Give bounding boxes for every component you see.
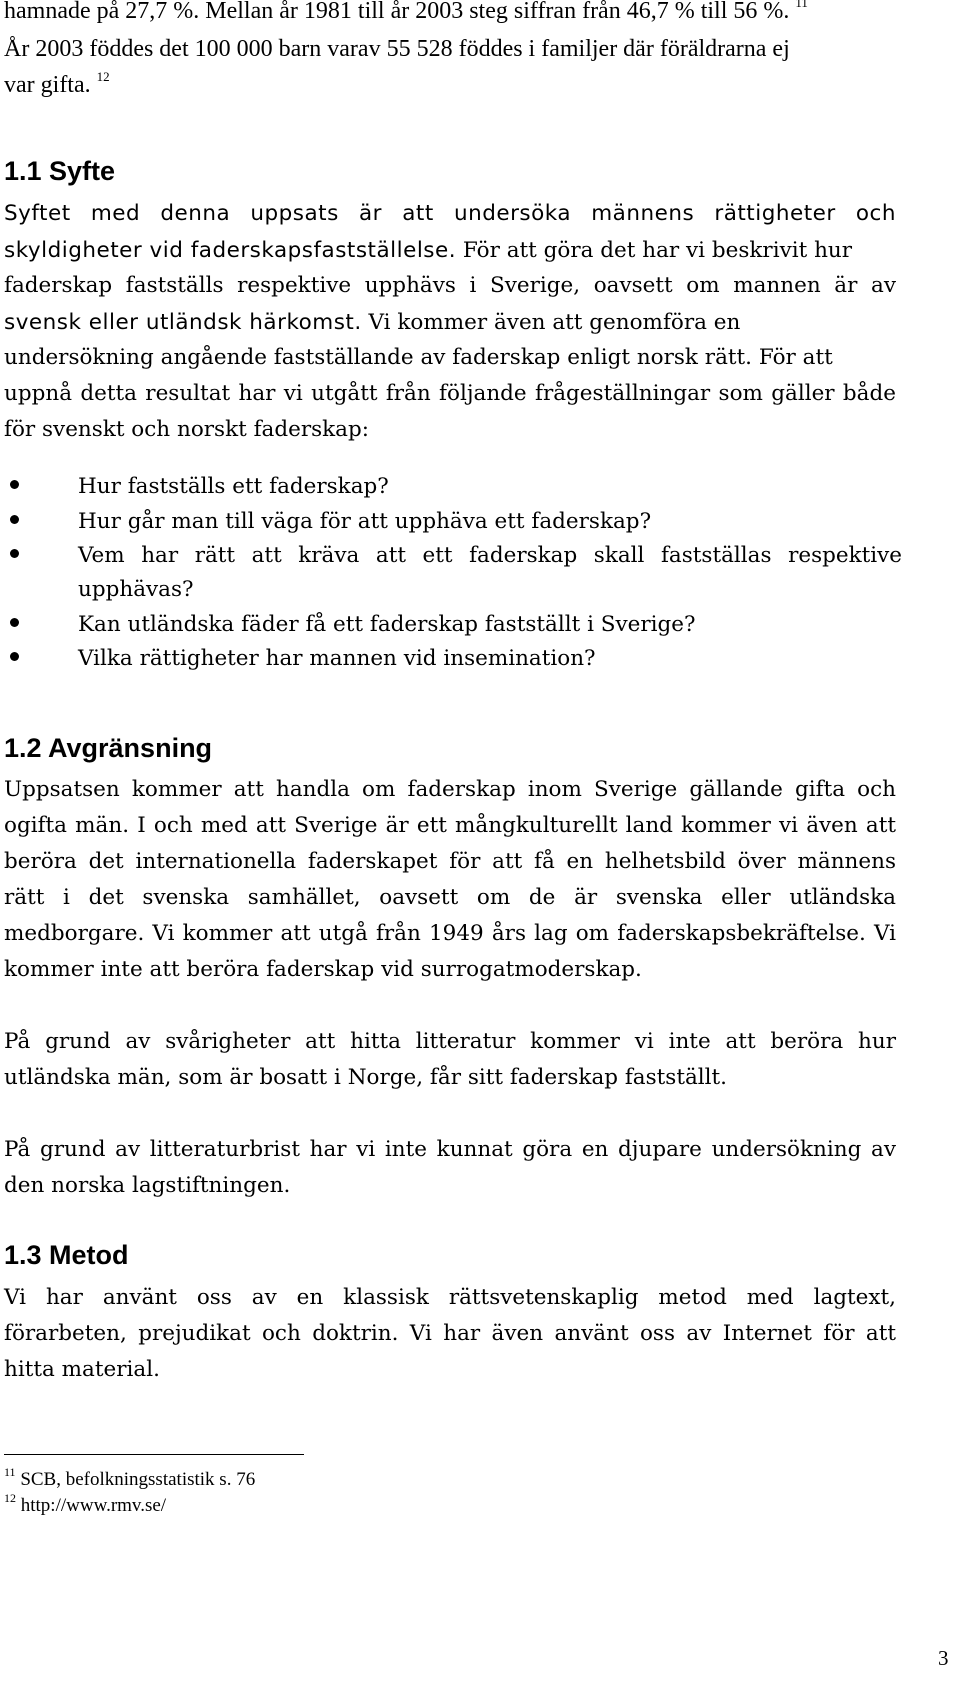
bullet-icon: [10, 652, 19, 661]
syfte-line-7: för svenskt och norskt faderskap:: [4, 417, 369, 442]
avgransning-p1-line: ogifta män. I och med att Sverige är ett mångkulturellt land kommer vi även att: [4, 813, 896, 838]
section-heading-avgransning: 1.2 Avgränsning: [4, 733, 213, 763]
document-page: hamnade på 27,7 %. Mellan år 1981 till år 2003 steg siffran från 46,7 % till 56 %. $^{11}$ År 2003 föddes det 100 000 barn varav 55 528 föddes i familjer där föräldrarna ej var gifta. $^{12}$ 1.1 Syfte Syftet med denna uppsats är att undersöka männens rättigheter och skyldigheter vid faderskapsfastställelse. För att göra det har vi beskrivit hur faderskap fastställs respektive upphävs i Sverige, oavsett om mannen är av svensk eller utländsk härkomst. Vi kommer även att genomföra en undersökning angående fastställande av faderskap enligt norsk rätt. För att uppnå detta resultat har vi utgått från följande frågeställningar som gäller både för svenskt och norskt faderskap: Hur fastställs ett faderskap? Hur går man till väga för att upphäva ett faderskap? Vem har rätt att kräva att ett faderskap skall fastställas respektive upphävas? Kan utländska fäder få ett faderskap fastställt i Sverige? Vilka rättigheter har mannen vid insemination? 1.2 Avgränsning Uppsatsen kommer att handla om faderskap inom Sverige gällande gifta och ogifta män. I och med att Sverige är ett mångkulturellt land kommer vi även att beröra det internationella faderskapet för att få en helhetsbild över männens rätt i det svenska samhället, oavsett om de är svenska eller utländska medborgare. Vi kommer att utgå från 1949 års lag om faderskapsbekräftelse. Vi kommer inte att beröra faderskap vid surrogatmoderskap. På grund av svårigheter att hitta litteratur kommer vi inte att beröra hur utländska män, som är bosatt i Norge, får sitt faderskap fastställt. På grund av litteraturbrist har vi inte kunnat göra en djupare undersökning av den norska lagstiftningen. 1.3 Metod Vi har använt oss av en klassisk rättsvetenskaplig metod med lagtext, förarbeten, prejudikat och doktrin. Vi har även använt oss av Internet för att hitta material. $^{11}$ SCB, befolkningsstatistik s. 76 $^{12}$ http://www.rmv.se/ 3: [0, 0, 960, 1682]
syfte-line-3: faderskap fastställs respektive upphävs i Sverige, oavsett om mannen är av: [4, 273, 896, 298]
intro-line-1: hamnade på 27,7 %. Mellan år 1981 till år 2003 steg siffran från 46,7 % till 56 %. $^{11}$: [4, 0, 896, 26]
metod-line: hitta material.: [4, 1357, 160, 1382]
avgransning-p3-line: den norska lagstiftningen.: [4, 1173, 291, 1198]
metod-line: Vi har använt oss av en klassisk rättsvetenskaplig metod med lagtext,: [4, 1285, 896, 1310]
bullet-icon: [10, 515, 19, 524]
intro-line-2: År 2003 föddes det 100 000 barn varav 55 528 föddes i familjer där föräldrarna ej: [4, 36, 790, 62]
syfte-line-2: skyldigheter vid faderskapsfastställelse. För att göra det har vi beskrivit hur: [4, 238, 853, 263]
avgransning-p3-line: På grund av litteraturbrist har vi inte kunnat göra en djupare undersökning av: [4, 1137, 896, 1162]
avgransning-p2-line: På grund av svårigheter att hitta litteratur kommer vi inte att beröra hur: [4, 1029, 896, 1054]
syfte-line-6: uppnå detta resultat har vi utgått från följande frågeställningar som gäller både: [4, 381, 896, 406]
syfte-line-1: Syftet med denna uppsats är att undersöka männens rättigheter och: [4, 201, 896, 226]
avgransning-p1-line: kommer inte att beröra faderskap vid surrogatmoderskap.: [4, 957, 642, 982]
syfte-line-5: undersökning angående fastställande av faderskap enligt norsk rätt. För att: [4, 345, 833, 370]
footnote-ref-12: 12: [96, 69, 110, 84]
metod-line: förarbeten, prejudikat och doktrin. Vi har även använt oss av Internet för att: [4, 1321, 896, 1346]
avgransning-p1-line: rätt i det svenska samhället, oavsett om de är svenska eller utländska: [4, 885, 896, 910]
avgransning-p1-line: Uppsatsen kommer att handla om faderskap inom Sverige gällande gifta och: [4, 777, 896, 802]
section-heading-metod: 1.3 Metod: [4, 1240, 129, 1270]
footnote-separator: [4, 1454, 304, 1455]
footnote-ref-11: 11: [795, 0, 808, 10]
footnote-11: $^{11}$ SCB, befolkningsstatistik s. 76: [4, 1465, 256, 1490]
avgransning-p2-line: utländska män, som är bosatt i Norge, får sitt faderskap fastställt.: [4, 1065, 728, 1090]
syfte-line-4: svensk eller utländsk härkomst. Vi kommer även att genomföra en: [4, 310, 741, 335]
bullet-icon: [10, 618, 19, 627]
intro-line-3: var gifta. $^{12}$: [4, 69, 110, 98]
page-number: 3: [938, 1646, 949, 1670]
avgransning-p1-line: medborgare. Vi kommer att utgå från 1949 års lag om faderskapsbekräftelse. Vi: [4, 921, 896, 946]
bullet-icon: [10, 549, 19, 558]
section-heading-syfte: 1.1 Syfte: [4, 156, 116, 186]
footnote-12: $^{12}$ http://www.rmv.se/: [4, 1491, 167, 1516]
bullet-icon: [10, 480, 19, 489]
avgransning-p1-line: beröra det internationella faderskapet för att få en helhetsbild över männens: [4, 849, 896, 874]
